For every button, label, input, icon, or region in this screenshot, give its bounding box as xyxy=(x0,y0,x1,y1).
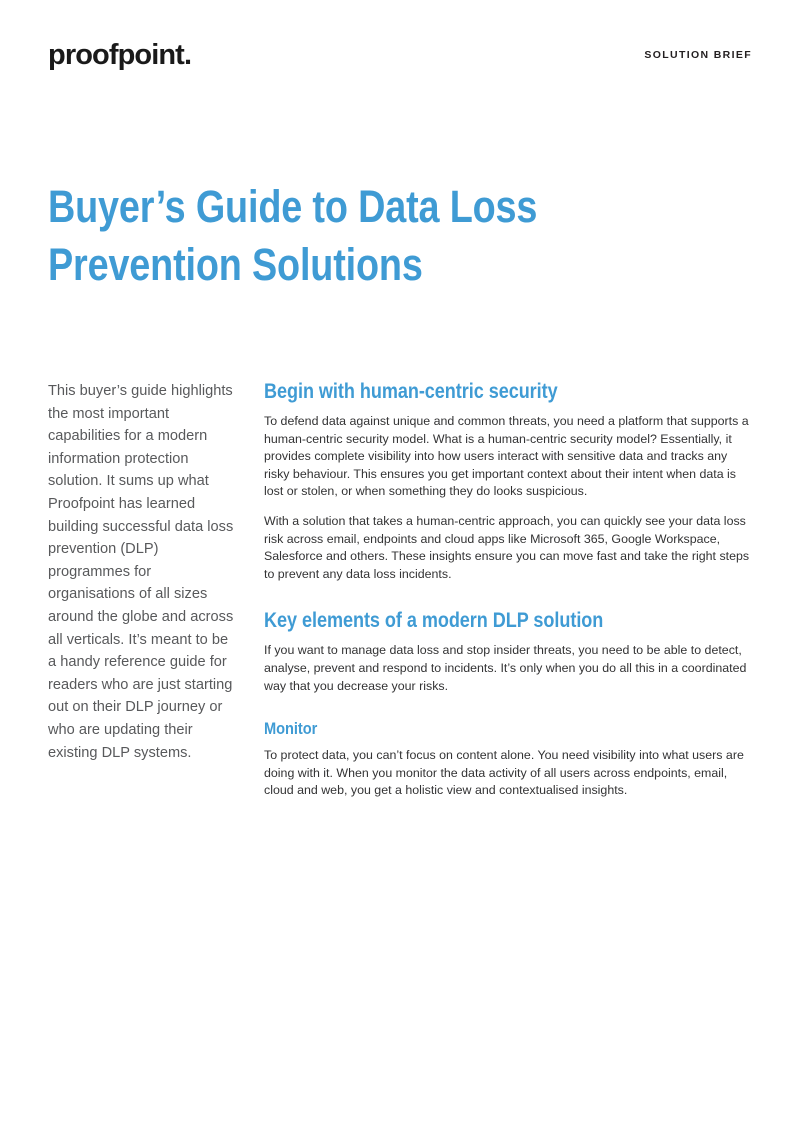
subsection-monitor-paragraph-1: To protect data, you can’t focus on content alone. You need visibility into what users are doing with it. When you monitor the data activity of all users across endpoints, email, cloud and web, you get a holistic view and contextualised insights. xyxy=(264,748,744,798)
section-heading-human-centric-security: Begin with human-centric security xyxy=(264,380,558,403)
subsection-heading-monitor: Monitor xyxy=(264,719,318,739)
section-2-paragraph-1: If you want to manage data loss and stop insider threats, you need to be able to detect, analyse, prevent and respond to incidents. It’s only when you do all this in a coordinated way that you decrease your risks. xyxy=(264,643,747,693)
intro-column xyxy=(48,380,261,764)
page-title-line-2: Prevention Solutions xyxy=(48,239,423,290)
section-heading-key-elements: Key elements of a modern DLP solution xyxy=(264,609,604,633)
page-header xyxy=(48,40,752,80)
section-1-paragraph-2: With a solution that takes a human-centric approach, you can quickly see your data loss risk across email, endpoints and cloud apps like Microsoft 365, Google Workspace, Salesforce and others. These insights ensure you can move fast and take the right steps to prevent any data loss incidents. xyxy=(264,513,750,581)
logo-period-mark: . xyxy=(183,39,192,71)
intro-paragraph: This buyer’s guide highlights the most important capabilities for a modern information protection solution. It sums up what Proofpoint has learned building successful data loss prevention (DLP) programmes for organisations of all sizes around the globe and across all verticals. It’s meant to be a handy reference guide for readers who are just starting out on their DLP journey or who are updating their existing DLP systems. xyxy=(48,383,234,761)
main-column xyxy=(261,380,754,800)
content-columns xyxy=(48,380,754,800)
logo-wordmark: proofpoint xyxy=(48,39,184,71)
page-title xyxy=(48,178,538,294)
proofpoint-logo xyxy=(48,40,191,71)
section-1-paragraph-1: To defend data against unique and common threats, you need a platform that supports a human-centric security model. What is a human-centric security model? Essentially, it provides complete visibility into how users interact with sensitive data and tracks any risky behaviour. This ensures you get important context about their intent when data is lost or stolen, or when something they do looks suspicious. xyxy=(264,414,749,499)
page-title-line-1: Buyer’s Guide to Data Loss xyxy=(48,181,538,232)
document-type-label: SOLUTION BRIEF xyxy=(644,49,752,61)
